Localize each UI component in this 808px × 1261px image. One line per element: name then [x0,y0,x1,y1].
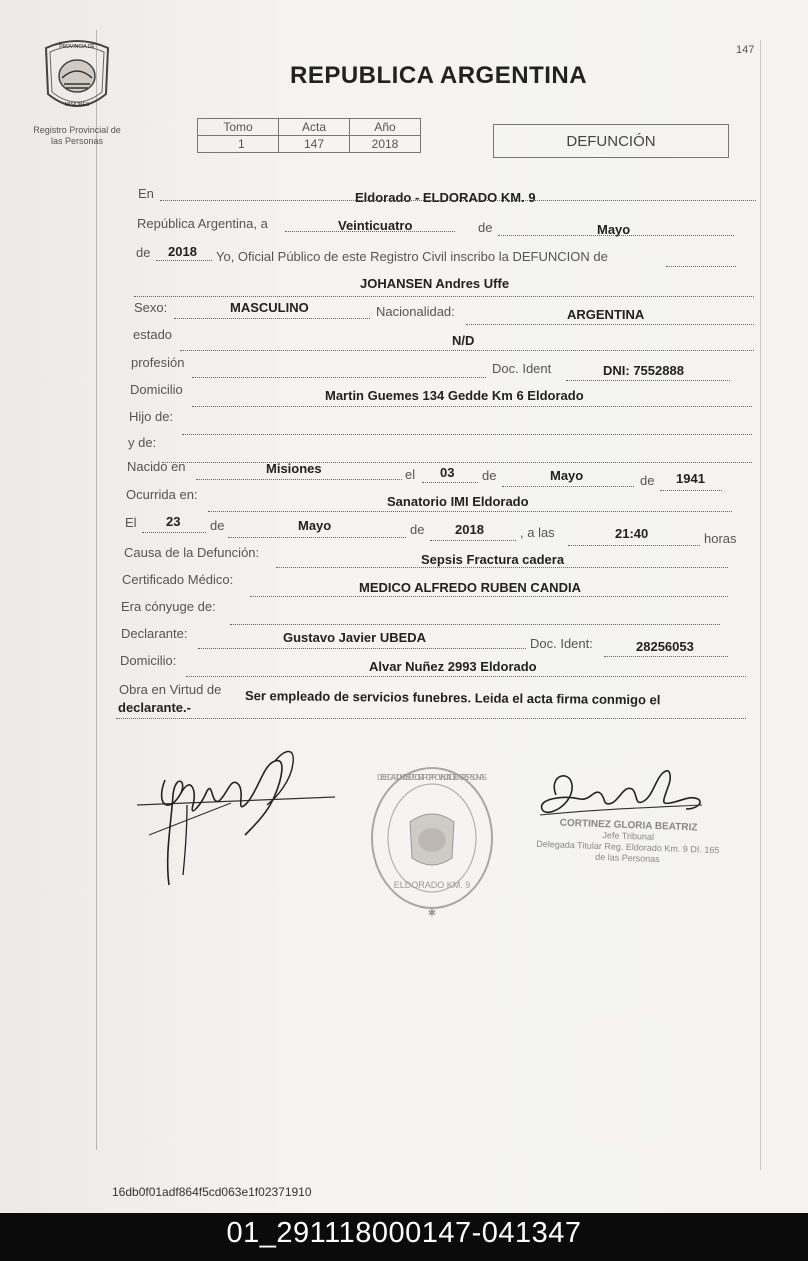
crest-text-bottom: MISIONES [64,102,90,108]
field-obra-line1: Ser empleado de servicios funebres. Leida el acta firma conmigo el [244,688,661,708]
provincial-crest-icon [40,36,114,116]
dotted-line [422,482,478,483]
dotted-line [174,318,370,319]
dotted-line [186,676,746,677]
field-hora: 21:40 [615,526,649,541]
field-sexo: MASCULINO [230,300,309,315]
field-declarante-domicilio: Alvar Nuñez 2993 Eldorado [369,659,537,674]
dotted-line [502,486,634,487]
register-value-anio: 2018 [350,136,421,153]
document-hash: 16db0f01adf864f5cd063e1f02371910 [112,1185,312,1199]
margin-line [96,30,97,1150]
label-el: el [405,467,416,482]
label-nacionalidad: Nacionalidad: [376,304,455,319]
field-def-dia: 23 [166,514,181,529]
dotted-line [198,648,526,649]
field-certificado: MEDICO ALFREDO RUBEN CANDIA [359,580,581,595]
label-causa: Causa de la Defunción: [124,545,260,560]
label-de-def: de [210,518,225,533]
label-domicilio: Domicilio [130,382,183,397]
declarant-signature-icon [135,745,345,890]
dotted-line [182,434,752,435]
field-declarante: Gustavo Javier UBEDA [283,630,427,645]
label-certificado: Certificado Médico: [122,572,234,587]
field-nac-dia: 03 [440,465,455,480]
label-domicilio-declarante: Domicilio: [120,653,177,668]
dotted-line [466,324,754,325]
dotted-line [566,380,730,381]
dotted-line [156,260,212,261]
field-anio: 2018 [168,244,197,259]
stamp-line4: de las Personas [595,851,660,865]
field-nac-mes: Mayo [550,468,584,483]
field-def-mes: Mayo [298,518,332,533]
field-fallecido: JOHANSEN Andres Uffe [360,276,510,291]
dotted-line [162,462,752,463]
field-def-anio: 2018 [455,522,484,537]
dotted-line [568,545,700,546]
dotted-line [142,532,206,533]
record-type-box: DEFUNCIÓN [493,124,729,158]
label-en: En [138,186,154,201]
label-de-anio: de [136,245,151,260]
register-value-acta: 147 [279,136,350,153]
dotted-line [604,656,728,657]
label-y-de: y de: [128,435,157,450]
label-hijo-de: Hijo de: [129,409,174,424]
registry-label-line2: las Personas [50,136,104,146]
dotted-line [180,350,754,351]
stamp-line2: Jefe Tribunal [602,830,655,842]
field-estado: N/D [452,333,475,348]
label-republica: República Argentina, a [137,216,268,231]
dotted-line [230,624,720,625]
label-de: de [478,220,493,235]
dotted-line [430,540,516,541]
field-lugar: Eldorado - ELDORADO KM. 9 [355,190,536,205]
seal-inner-text: ELDORADO KM. 9 [393,880,471,890]
label-obra: Obra en Virtud de [119,682,222,697]
label-declarante: Declarante: [121,626,188,641]
footer-id-bar: 01_291118000147-041347 [0,1213,808,1261]
label-estado: estado [133,327,173,342]
label-profesion: profesión [131,355,185,370]
field-ocurrida-en: Sanatorio IMI Eldorado [387,494,529,509]
register-header-acta: Acta [279,119,350,136]
officer-stamp [527,817,728,868]
label-de-def-anio: de [410,522,425,537]
label-conyuge: Era cónyuge de: [121,599,216,614]
field-mes: Mayo [597,222,631,237]
label-nacido-en: Nacido en [127,459,186,474]
dotted-line [666,266,736,267]
stamp-line1: CORTINEZ GLORIA BEATRIZ [559,817,698,834]
dotted-line [192,406,752,407]
field-dia: Veinticuatro [338,218,413,233]
dotted-line [192,377,486,378]
registry-label [22,125,132,147]
right-margin-line [760,40,761,1170]
field-nac-anio: 1941 [676,471,705,486]
official-seal-icon [362,762,502,922]
stamp-line3: Delegada Titular Reg. Eldorado Km. 9 DI. 165 [536,838,720,856]
field-domicilio: Martin Guemes 134 Gedde Km 6 Eldorado [325,388,584,403]
seal-text: DELEGACION DEL REGISTRO PROVINCIAL DE LAS PERSONAS [377,773,487,782]
dotted-line [276,567,728,568]
field-nacionalidad: ARGENTINA [567,307,645,322]
label-ocurrida-en: Ocurrida en: [126,487,198,502]
label-de-nac-anio: de [640,473,655,488]
label-yo: Yo, Oficial Público de este Registro Civil inscribo la DEFUNCION de [216,249,608,264]
dotted-line [134,296,754,297]
label-doc-ident: Doc. Ident [492,361,552,376]
field-nacido-en: Misiones [266,461,322,476]
registry-label-line1: Registro Provincial de [33,125,121,135]
label-doc-ident-declarante: Doc. Ident: [530,636,593,651]
dotted-line [208,511,732,512]
label-horas: horas [704,531,737,546]
dotted-line [228,537,406,538]
field-causa: Sepsis Fractura cadera [421,552,565,567]
label-de-nac: de [482,468,497,483]
label-el-cap: El [125,515,137,530]
folio-number: 147 [736,44,755,56]
dotted-line [660,490,722,491]
field-obra-line2: declarante.- [118,700,191,715]
register-table [197,118,421,153]
field-dni: DNI: 7552888 [603,363,684,378]
register-header-anio: Año [350,119,421,136]
document-title: REPUBLICA ARGENTINA [290,62,588,89]
crest-text-top: PROVINCIA DE [59,44,95,50]
label-a-las: , a las [520,525,555,540]
register-value-tomo: 1 [198,136,279,153]
field-declarante-doc: 28256053 [636,639,694,654]
dotted-line [116,718,746,719]
svg-text:✱: ✱ [427,908,437,919]
dotted-line [250,596,728,597]
label-sexo: Sexo: [134,300,168,315]
register-header-tomo: Tomo [198,119,279,136]
dotted-line [196,479,402,480]
